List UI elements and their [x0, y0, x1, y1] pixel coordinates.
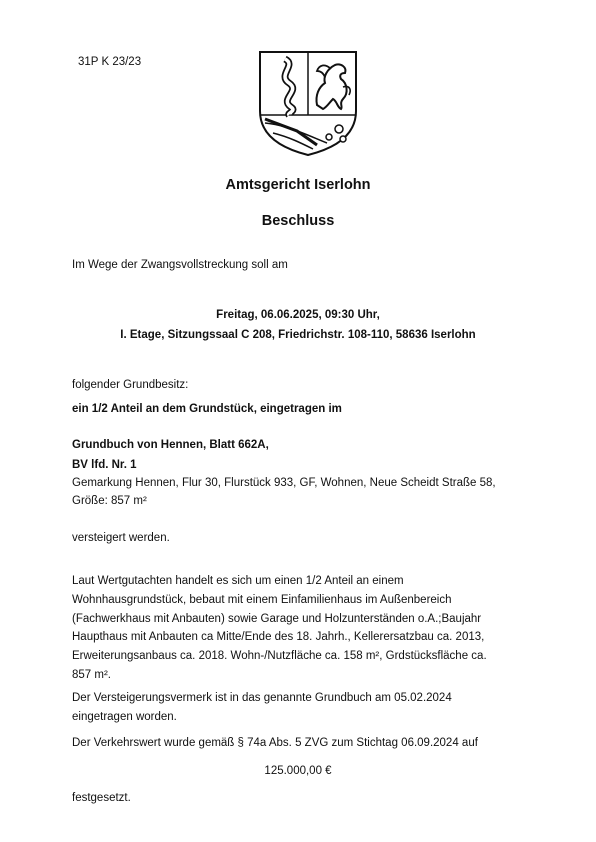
- appraisal-line: Wohnhausgrundstück, bebaut mit einem Einfamilienhaus im Außenbereich: [72, 593, 452, 606]
- auctioned-text: versteigert werden.: [72, 532, 170, 544]
- court-name: Amtsgericht Iserlohn: [225, 177, 371, 193]
- registration-line: eingetragen worden.: [72, 711, 177, 723]
- bv-number: BV lfd. Nr. 1: [72, 459, 137, 471]
- land-register: Grundbuch von Hennen, Blatt 662A,: [72, 439, 269, 451]
- file-number: 31P K 23/23: [78, 56, 142, 68]
- appraisal-line: (Fachwerkhaus mit Anbauten) sowie Garage und Holzunterständen o.A.;Baujahr: [72, 612, 482, 625]
- coat-of-arms-icon: [257, 49, 359, 157]
- parcel-description: Gemarkung Hennen, Flur 30, Flurstück 933, GF, Wohnen, Neue Scheidt Straße 58,: [72, 477, 496, 489]
- property-intro: folgender Grundbesitz:: [72, 379, 189, 391]
- registration-paragraph: [72, 690, 532, 728]
- intro-text: Im Wege der Zwangsvollstreckung soll am: [72, 259, 288, 271]
- valuation-text: Der Verkehrswert wurde gemäß § 74a Abs. 5 ZVG zum Stichtag 06.09.2024 auf: [72, 737, 478, 749]
- appraisal-line: Erweiterungsanbaus ca. 2018. Wohn-/Nutzfläche ca. 158 m², Grdstücksfläche ca.: [72, 650, 487, 663]
- document-title: Beschluss: [261, 213, 335, 229]
- appraisal-line: Haupthaus mit Anbauten ca Mitte/Ende des 18. Jahrh., Kellerersatzbau ca. 2013,: [72, 631, 485, 644]
- plot-size: Größe: 857 m²: [72, 495, 147, 507]
- registration-line: Der Versteigerungsvermerk ist in das genannte Grundbuch am 05.02.2024: [72, 692, 452, 704]
- share-description: ein 1/2 Anteil an dem Grundstück, eingetragen im: [72, 403, 342, 415]
- market-value: 125.000,00 €: [264, 765, 332, 777]
- appraisal-line: 857 m².: [72, 668, 111, 681]
- fixed-text: festgesetzt.: [72, 792, 131, 804]
- appraisal-paragraph: [72, 573, 532, 686]
- appraisal-line: Laut Wertgutachten handelt es sich um einen 1/2 Anteil an einem: [72, 575, 404, 587]
- auction-location: I. Etage, Sitzungssaal C 208, Friedrichstr. 108-110, 58636 Iserlohn: [120, 329, 476, 341]
- auction-date: Freitag, 06.06.2025, 09:30 Uhr,: [216, 309, 380, 321]
